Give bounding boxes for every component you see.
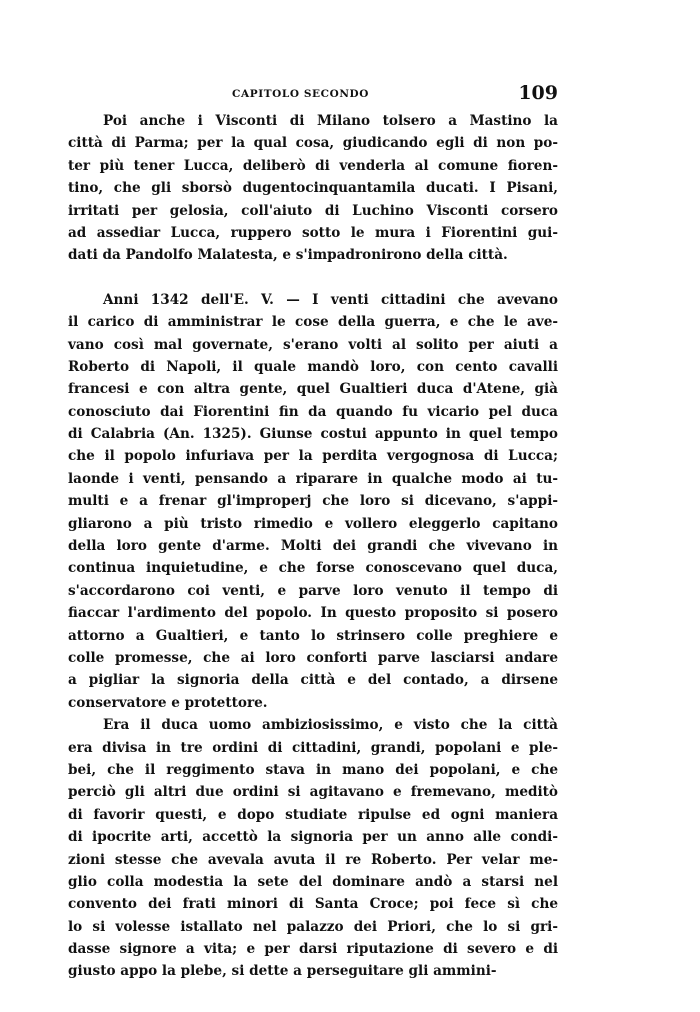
text-line: vano così mal governate, s'erano volti al solito per aiuti a bbox=[68, 336, 558, 353]
paragraph bbox=[68, 714, 558, 983]
text-line: che il popolo infuriava per la perdita vergognosa di Lucca; bbox=[68, 448, 558, 465]
text-line: francesi e con altra gente, quel Gualtieri duca d'Atene, già bbox=[68, 381, 558, 398]
text-line: ter più tener Lucca, deliberò di venderla al comune fioren- bbox=[68, 157, 558, 174]
text-line: irritati per gelosia, coll'aiuto di Luchino Visconti corsero bbox=[68, 202, 558, 219]
text-line: di ipocrite arti, accettò la signoria per un anno alle condi- bbox=[68, 829, 558, 846]
text-line: s'accordarono coi venti, e parve loro venuto il tempo di bbox=[68, 582, 558, 599]
text-line: glio colla modestia la sete del dominare andò a starsi nel bbox=[68, 873, 558, 890]
book-page bbox=[68, 82, 558, 983]
text-line: il carico di amministrar le cose della guerra, e che le ave- bbox=[68, 314, 558, 331]
page-number: 109 bbox=[518, 82, 558, 104]
text-line: Roberto di Napoli, il quale mandò loro, con cento cavalli bbox=[68, 358, 558, 375]
text-line: colle promesse, che ai loro conforti parve lasciarsi andare bbox=[68, 649, 558, 666]
text-line: di Calabria (An. 1325). Giunse costui appunto in quel tempo bbox=[68, 426, 558, 443]
text-line: laonde i venti, pensando a riparare in qualche modo ai tu- bbox=[68, 470, 558, 487]
text-line: tino, che gli sborsò dugentocinquantamila ducati. I Pisani, bbox=[68, 180, 558, 197]
body-text bbox=[68, 110, 558, 983]
text-line: Anni 1342 dell'E. V. — I venti cittadini che avevano bbox=[103, 291, 558, 308]
text-line: lo si volesse istallato nel palazzo dei Priori, che lo si gri- bbox=[68, 918, 558, 935]
text-line: città di Parma; per la qual cosa, giudicando egli di non po- bbox=[68, 135, 558, 152]
text-line: convento dei frati minori di Santa Croce; poi fece sì che bbox=[68, 896, 558, 913]
page-header bbox=[68, 82, 558, 110]
text-line: conservatore e protettore. bbox=[68, 694, 268, 711]
paragraph bbox=[68, 289, 558, 714]
text-line: Poi anche i Visconti di Milano tolsero a Mastino la bbox=[103, 113, 558, 129]
text-line: bei, che il reggimento stava in mano dei popolani, e che bbox=[68, 761, 558, 778]
text-line: multi e a frenar gl'improperj che loro si dicevano, s'appi- bbox=[68, 493, 558, 510]
text-line: dasse signore a vita; e per darsi riputazione di severo e di bbox=[68, 941, 558, 958]
text-line: fiaccar l'ardimento del popolo. In questo proposito si posero bbox=[68, 605, 558, 622]
text-line: gliarono a più tristo rimedio e vollero eleggerlo capitano bbox=[68, 515, 558, 532]
text-line: zioni stesse che avevala avuta il re Roberto. Per velar me- bbox=[68, 851, 558, 868]
text-line: perciò gli altri due ordini si agitavano e fremevano, meditò bbox=[68, 784, 558, 801]
text-line: giusto appo la plebe, si dette a perseguitare gli ammini- bbox=[68, 963, 497, 980]
text-line: continua inquietudine, e che forse conoscevano quel duca, bbox=[68, 560, 558, 577]
text-line: ad assediar Lucca, ruppero sotto le mura i Fiorentini gui- bbox=[68, 224, 558, 241]
paragraph bbox=[68, 110, 558, 267]
paragraph-gap bbox=[68, 267, 558, 289]
text-line: attorno a Gualtieri, e tanto lo strinsero colle preghiere e bbox=[68, 627, 558, 644]
text-line: conosciuto dai Fiorentini fin da quando fu vicario pel duca bbox=[68, 403, 558, 420]
running-head: CAPITOLO SECONDO bbox=[232, 88, 369, 100]
text-line: di favorir questi, e dopo studiate ripulse ed ogni maniera bbox=[68, 806, 558, 823]
text-line: a pigliar la signoria della città e del contado, a dirsene bbox=[68, 672, 558, 689]
text-line: della loro gente d'arme. Molti dei grandi che vivevano in bbox=[68, 538, 558, 555]
text-line: era divisa in tre ordini di cittadini, grandi, popolani e ple- bbox=[68, 739, 558, 756]
text-line: Era il duca uomo ambiziosissimo, e visto che la città bbox=[103, 717, 558, 734]
text-line: dati da Pandolfo Malatesta, e s'impadronirono della città. bbox=[68, 247, 508, 264]
